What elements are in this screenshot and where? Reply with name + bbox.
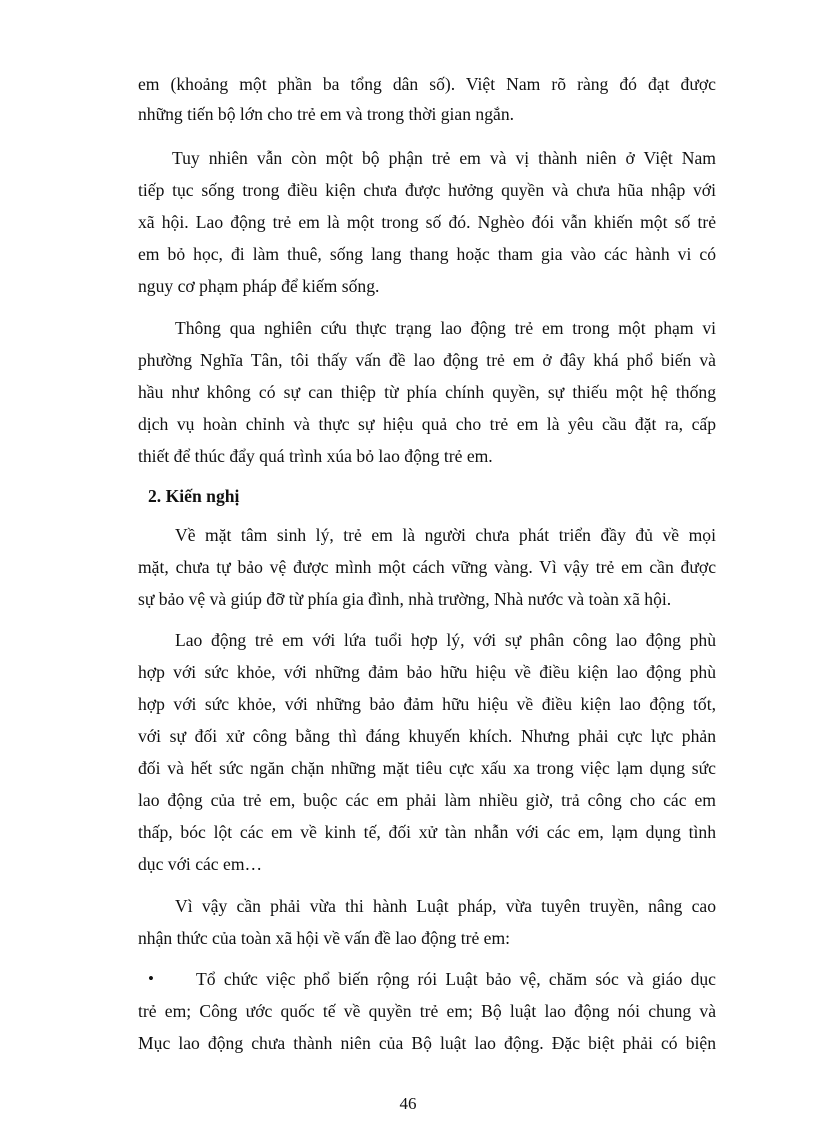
paragraph-5-line-1: Lao động trẻ em với lứa tuổi hợp lý, với sự phân công lao động phù — [175, 630, 716, 650]
paragraph-4-line-1: Về mặt tâm sinh lý, trẻ em là người chưa phát triển đầy đủ về mọi — [175, 525, 716, 545]
paragraph-1-line-2: những tiến bộ lớn cho trẻ em và trong thời gian ngắn. — [138, 104, 515, 124]
paragraph-5-line-6: lao động của trẻ em, buộc các em phải làm nhiều giờ, trả công cho các em — [138, 790, 716, 810]
paragraph-2-line-3: xã hội. Lao động trẻ em là một trong số đó. Nghèo đói vẫn khiến một số trẻ — [138, 212, 716, 232]
paragraph-1-line-1: em (khoảng một phần ba tổng dân số). Việt Nam rõ ràng đó đạt được — [138, 74, 716, 94]
paragraph-5-line-8: dục với các em… — [138, 854, 263, 874]
paragraph-6-line-1: Vì vậy cần phải vừa thi hành Luật pháp, vừa tuyên truyền, nâng cao — [175, 896, 716, 916]
bullet-icon: • — [148, 969, 154, 988]
paragraph-2-line-4: em bỏ học, đi làm thuê, sống lang thang hoặc tham gia vào các hành vi có — [138, 244, 716, 264]
bullet-item-line-2: trẻ em; Công ước quốc tế về quyền trẻ em; Bộ luật lao động nói chung và — [138, 1001, 716, 1021]
paragraph-2-line-2: tiếp tục sống trong điều kiện chưa được hưởng quyền và chưa hũa nhập với — [138, 180, 716, 200]
bullet-item-line-3: Mục lao động chưa thành niên của Bộ luật lao động. Đặc biệt phải có biện — [138, 1033, 716, 1053]
paragraph-3-line-2: phường Nghĩa Tân, tôi thấy vấn đề lao động trẻ em ở đây khá phổ biến và — [138, 350, 716, 370]
paragraph-5-line-3: hợp với sức khỏe, với những bảo đảm hữu hiệu về điều kiện lao động tốt, — [138, 694, 716, 714]
paragraph-3-line-3: hầu như không có sự can thiệp từ phía chính quyền, sự thiếu một hệ thống — [138, 382, 716, 402]
paragraph-6-line-2: nhận thức của toàn xã hội về vấn đề lao động trẻ em: — [138, 928, 511, 948]
paragraph-3-line-1: Thông qua nghiên cứu thực trạng lao động trẻ em trong một phạm vi — [175, 318, 716, 338]
page-number: 46 — [399, 1094, 417, 1113]
paragraph-3-line-4: dịch vụ hoàn chỉnh và thực sự hiệu quả cho trẻ em là yêu cầu đặt ra, cấp — [138, 414, 716, 434]
paragraph-2-line-5: nguy cơ phạm pháp để kiếm sống. — [138, 276, 380, 296]
bullet-item-line-1: Tổ chức việc phổ biến rộng rói Luật bảo vệ, chăm sóc và giáo dục — [196, 969, 716, 989]
paragraph-3-line-5: thiết để thúc đẩy quá trình xúa bỏ lao động trẻ em. — [138, 446, 493, 466]
paragraph-4-line-2: mặt, chưa tự bảo vệ được mình một cách vững vàng. Vì vậy trẻ em cần được — [138, 557, 716, 577]
paragraph-2-line-1: Tuy nhiên vẫn còn một bộ phận trẻ em và vị thành niên ở Việt Nam — [172, 148, 716, 168]
paragraph-5-line-2: hợp với sức khỏe, với những đảm bảo hữu hiệu về điều kiện lao động phù — [138, 662, 716, 682]
paragraph-4-line-3: sự bảo vệ và giúp đỡ từ phía gia đình, nhà trường, Nhà nước và toàn xã hội. — [138, 589, 672, 609]
paragraph-5-line-7: thấp, bóc lột các em về kinh tế, đối xử tàn nhẫn với các em, lạm dụng tình — [138, 822, 716, 842]
paragraph-5-line-5: đối và hết sức ngăn chặn những mặt tiêu cực xấu xa trong việc lạm dụng sức — [138, 758, 716, 778]
section-heading: 2. Kiến nghị — [148, 486, 240, 506]
paragraph-5-line-4: với sự đối xử công bằng thì đáng khuyến khích. Nhưng phải cực lực phản — [138, 726, 716, 746]
